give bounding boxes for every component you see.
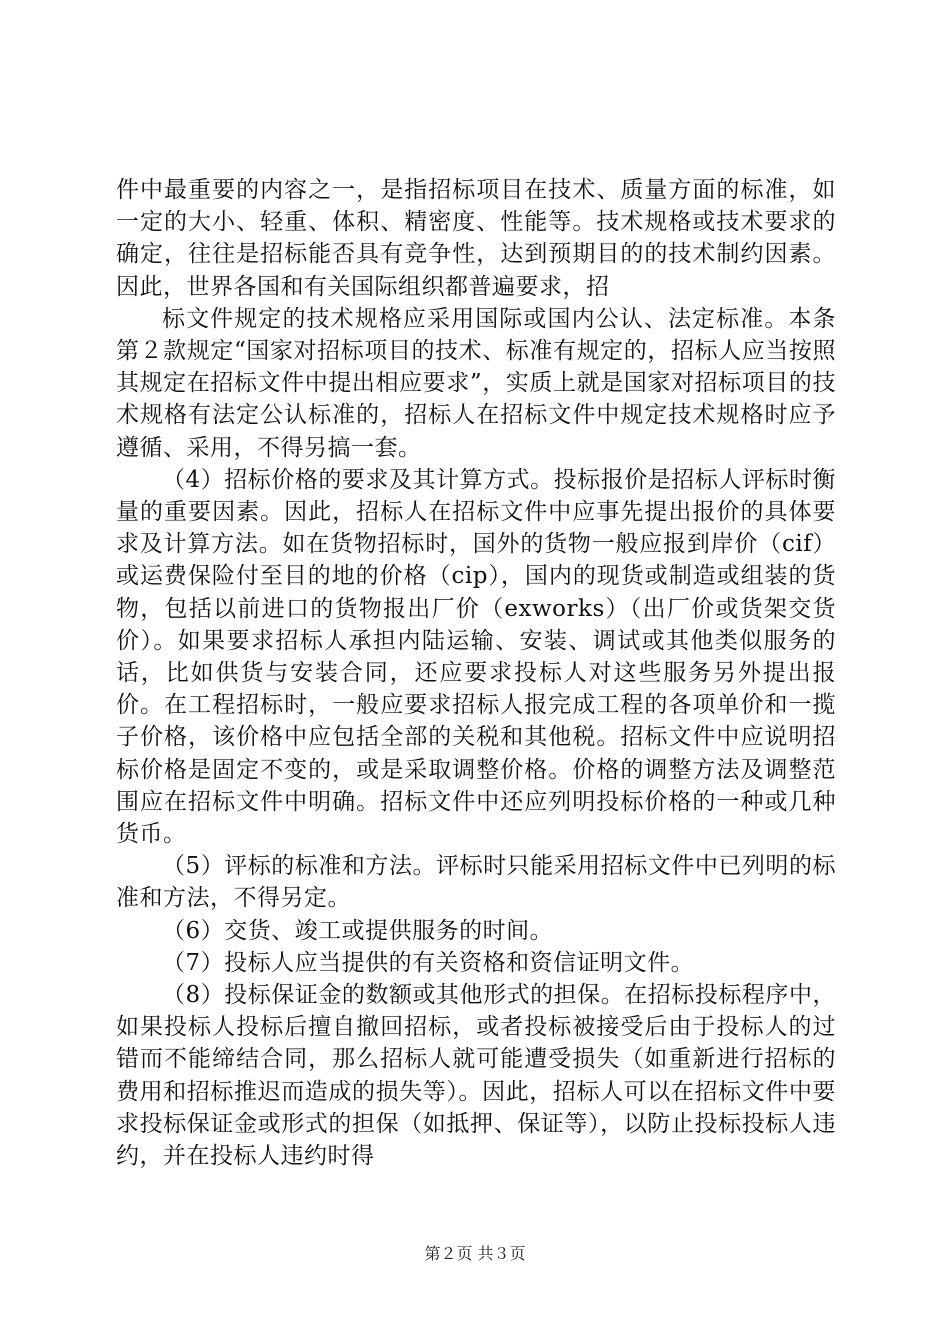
- body-text: [116, 174, 836, 1172]
- paragraph-2: 标文件规定的技术规格应采用国际或国内公认、法定标准。本条第２款规定“国家对招标项目的技术、标准有规定的，招标人应当按照其规定在招标文件中提出相应要求”，实质上就是国家对招标项目的技术规格有法定公认标准的，招标人在招标文件中规定技术规格时应予遵循、采用，不得另搞一套。: [116, 305, 836, 461]
- page-footer: 第２页 共３页: [424, 1244, 526, 1263]
- paragraph-3: （4）招标价格的要求及其计算方式。投标报价是招标人评标时衡量的重要因素。因此，招标人在招标文件中应事先提出报价的具体要求及计算方法。如在货物招标时，国外的货物一般应报到岸价（cif）或运费保险付至目的地的价格（cip），国内的现货或制造或组装的货物，包括以前进口的货物报出厂价（exworks）（出厂价或货架交货价）。如果要求招标人承担内陆运输、安装、调试或其他类似服务的话，比如供货与安装合同，还应要求投标人对这些服务另外提出报价。在工程招标时，一般应要求招标人报完成工程的各项单价和一揽子价格，该价格中应包括全部的关税和其他税。招标文件中应说明招标价格是固定不变的，或是采取调整价格。价格的调整方法及调整范围应在招标文件中明确。招标文件中还应列明投标价格的一种或几种货币。: [116, 466, 836, 848]
- paragraph-5: （6）交货、竣工或提供服务的时间。: [162, 917, 554, 944]
- paragraph-4: （5）评标的标准和方法。评标时只能采用招标文件中已列明的标准和方法，不得另定。: [116, 853, 836, 912]
- paragraph-6: （7）投标人应当提供的有关资格和资信证明文件。: [162, 949, 695, 976]
- paragraph-1: 件中最重要的内容之一，是指招标项目在技术、质量方面的标准，如一定的大小、轻重、体积、精密度、性能等。技术规格或技术要求的确定，往往是招标能否具有竞争性，达到预期目的的技术制约因素。因此，世界各国和有关国际组织都普遍要求，招: [116, 177, 836, 300]
- paragraph-7: （8）投标保证金的数额或其他形式的担保。在招标投标程序中，如果投标人投标后擅自撤回招标，或者投标被接受后由于投标人的过错而不能缔结合同，那么招标人就可能遭受损失（如重新进行招标的费用和招标推迟而造成的损失等）。因此，招标人可以在招标文件中要求投标保证金或形式的担保（如抵押、保证等），以防止投标投标人违约，并在投标人违约时得: [116, 982, 836, 1170]
